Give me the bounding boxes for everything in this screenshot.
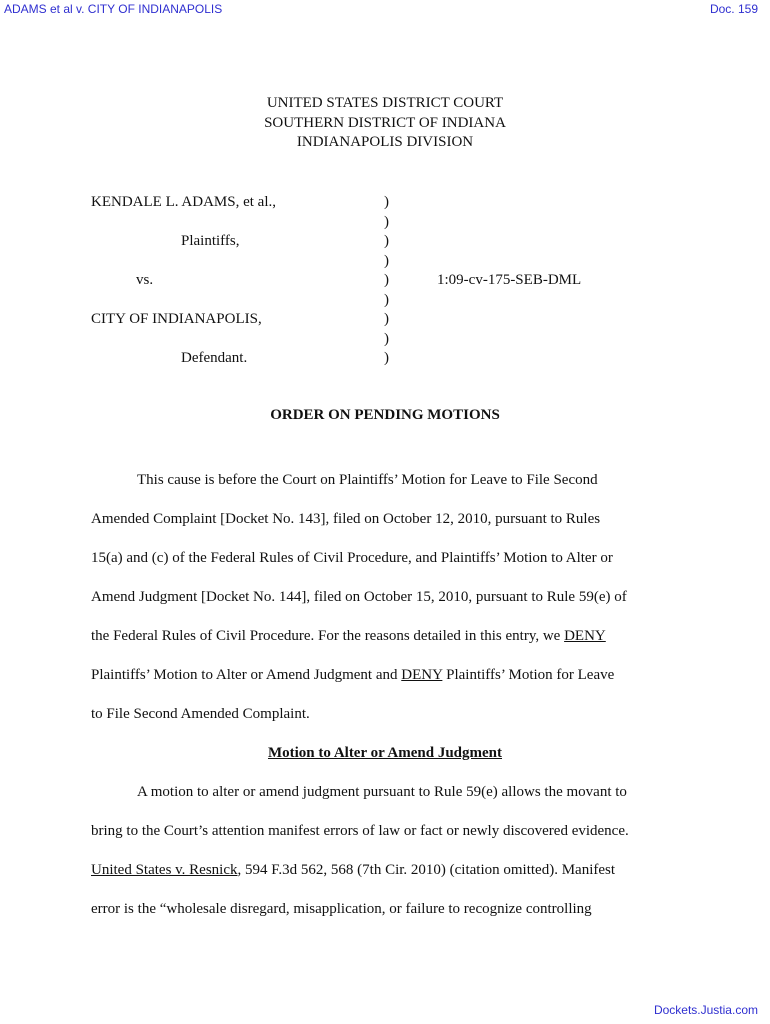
caption-paren: ): [384, 233, 389, 249]
paragraph-line: bring to the Court’s attention manifest errors of law or fact or newly discovered evidence.: [91, 823, 629, 839]
line-text: Plaintiffs’ Motion to Alter or Amend Judgment and: [91, 667, 402, 683]
case-title-link[interactable]: ADAMS et al v. CITY OF INDIANAPOLIS: [4, 2, 223, 16]
paragraph-line: to File Second Amended Complaint.: [91, 706, 310, 722]
paragraph-line: A motion to alter or amend judgment pursuant to Rule 59(e) allows the movant to: [137, 784, 627, 800]
court-heading: [0, 94, 770, 153]
caption-paren: ): [384, 330, 389, 347]
defendant-role: Defendant.: [181, 350, 248, 366]
caption-paren: ): [384, 291, 389, 308]
line-text: , 594 F.3d 562, 568 (7th Cir. 2010) (citation omitted). Manifest: [237, 862, 616, 878]
paragraph-line: Amended Complaint [Docket No. 143], filed on October 12, 2010, pursuant to Rules: [91, 511, 601, 527]
section-heading: Motion to Alter or Amend Judgment: [267, 745, 503, 761]
court-division: INDIANAPOLIS DIVISION: [296, 134, 474, 150]
order-title: ORDER ON PENDING MOTIONS: [270, 407, 500, 423]
caption-paren: ): [384, 213, 389, 230]
caption-paren: ): [384, 272, 389, 288]
deny-ruling: DENY: [564, 628, 606, 644]
line-text: the Federal Rules of Civil Procedure. For the reasons detailed in this entry, we: [91, 628, 565, 644]
paragraph-line: 15(a) and (c) of the Federal Rules of Civil Procedure, and Plaintiffs’ Motion to Alter or: [91, 550, 613, 566]
line-text: Plaintiffs’ Motion for Leave: [442, 667, 615, 683]
paragraph-line: Amend Judgment [Docket No. 144], filed on October 15, 2010, pursuant to Rule 59(e) of: [91, 589, 627, 605]
court-name: UNITED STATES DISTRICT COURT: [266, 95, 504, 111]
paragraph-line: [91, 617, 691, 656]
court-district: SOUTHERN DISTRICT OF INDIANA: [264, 114, 506, 131]
case-citation: United States v. Resnick: [91, 862, 238, 878]
doc-number-link[interactable]: Doc. 159: [709, 2, 758, 16]
paragraph-line: [91, 656, 691, 695]
defendant-name: CITY OF INDIANAPOLIS,: [91, 311, 262, 327]
plaintiff-name: KENDALE L. ADAMS, et al.,: [91, 194, 276, 210]
source-link[interactable]: Dockets.Justia.com: [653, 1003, 758, 1017]
caption-paren: ): [384, 252, 389, 269]
case-number: 1:09-cv-175-SEB-DML: [437, 272, 582, 288]
deny-ruling: DENY: [401, 667, 443, 683]
versus-label: vs.: [136, 272, 154, 288]
caption-paren: ): [384, 350, 389, 366]
paragraph-line: This cause is before the Court on Plaintiffs’ Motion for Leave to File Second: [137, 472, 598, 488]
paragraph-line: [91, 851, 691, 890]
caption-paren: ): [384, 194, 389, 210]
order-body: [91, 461, 691, 929]
paragraph-line: error is the “wholesale disregard, misapplication, or failure to recognize controlling: [91, 901, 592, 917]
caption-paren: ): [384, 311, 389, 327]
plaintiff-role: Plaintiffs,: [181, 233, 240, 249]
